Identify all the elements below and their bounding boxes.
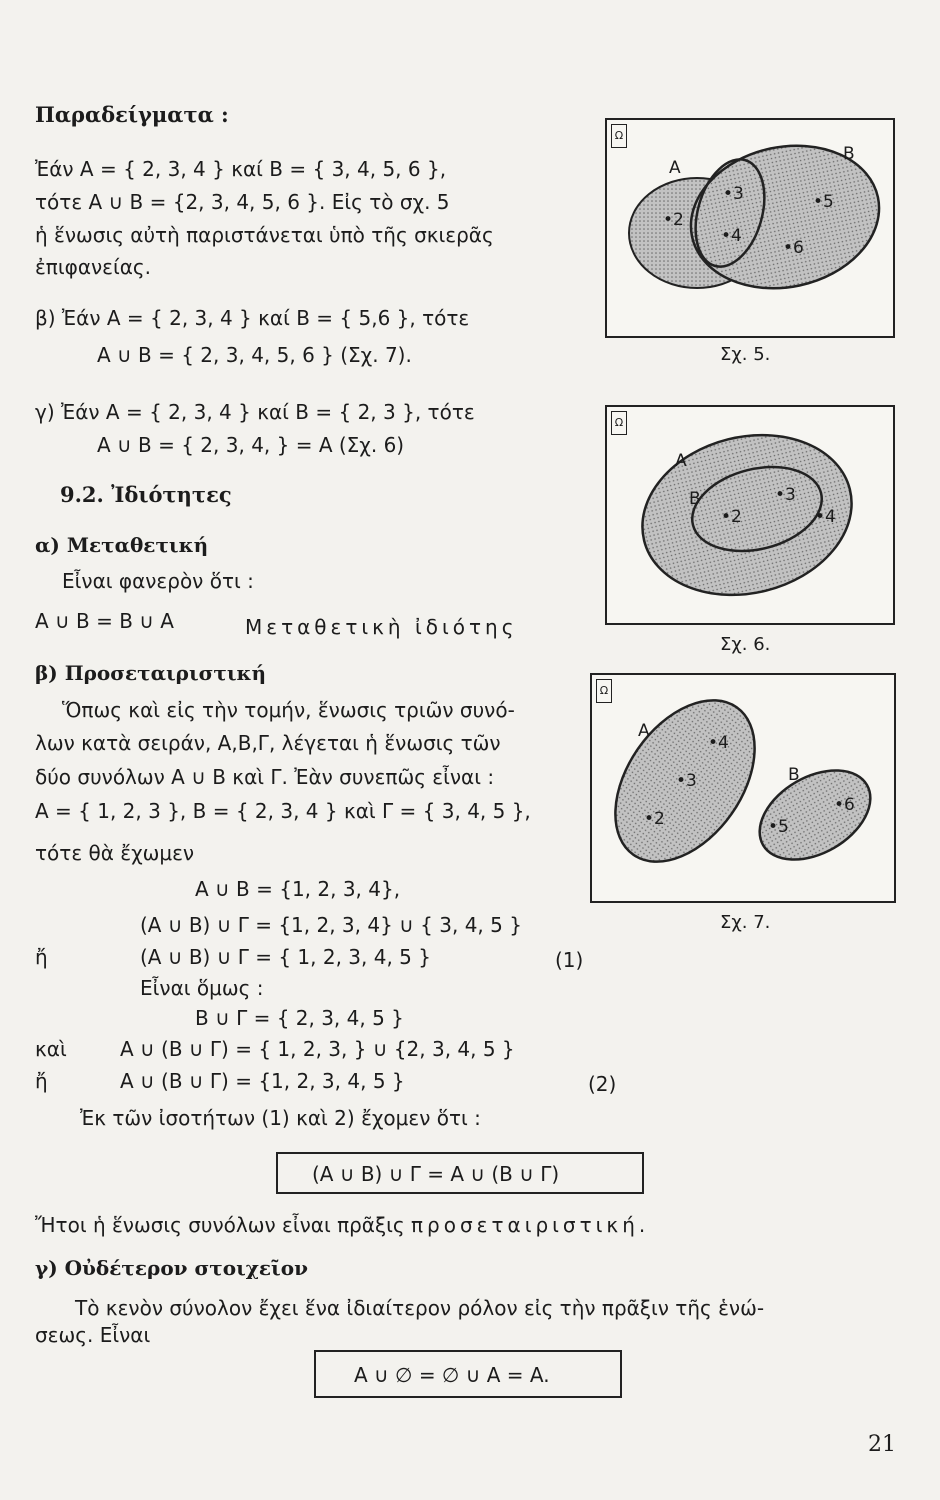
commutative-name: Μεταθετικὴ ἰδιότης xyxy=(245,615,518,639)
associative-summary-prefix: Ἤτοι ἡ ἕνωσις συνόλων εἶναι πρᾶξις xyxy=(35,1213,405,1237)
fig6-element-2: •2 xyxy=(721,507,742,527)
associative-eq6: A ∪ (B ∪ Γ) = {1, 2, 3, 4, 5 } xyxy=(120,1069,405,1093)
fig7-element-3: •3 xyxy=(676,771,697,791)
associative-eq6-prefix: ἤ xyxy=(35,1069,48,1093)
examples-heading: Παραδείγματα : xyxy=(35,102,229,127)
associative-eq3-tag: (1) xyxy=(555,948,584,972)
associative-eq4: B ∪ Γ = { 2, 3, 4, 5 } xyxy=(195,1006,404,1030)
venn-diagram-7 xyxy=(592,675,894,901)
associative-boxed-text: (A ∪ B) ∪ Γ = A ∪ (B ∪ Γ) xyxy=(312,1162,560,1186)
fig5-caption: Σχ. 5. xyxy=(720,344,771,365)
neutral-line1: Τὸ κενὸν σύνολον ἔχει ἕνα ἰδιαίτερον ρόλον εἰς τὴν πρᾶξιν τῆς ἑνώ- xyxy=(75,1296,765,1320)
neutral-boxed-formula xyxy=(314,1350,622,1398)
example-c-line2: A ∪ B = { 2, 3, 4, } = A (Σχ. 6) xyxy=(97,433,405,457)
example-c-line1: γ) Ἐάν A = { 2, 3, 4 } καί B = { 2, 3 }, τότε xyxy=(35,400,475,424)
fig7-element-2: •2 xyxy=(644,809,665,829)
universe-omega-icon: Ω xyxy=(611,124,627,148)
associative-line2: λων κατὰ σειράν, A,B,Γ, λέγεται ἡ ἕνωσις τῶν xyxy=(35,731,501,755)
commutative-heading: α) Μεταθετική xyxy=(35,533,209,557)
associative-eq6-tag: (2) xyxy=(588,1072,617,1096)
fig5-element-2: •2 xyxy=(663,210,684,230)
associative-line1: Ὅπως καὶ εἰς τὴν τομήν, ἕνωσις τριῶν συνό- xyxy=(62,698,515,722)
fig5-label-b: B xyxy=(843,144,855,164)
fig5-label-a: A xyxy=(669,158,681,178)
section-title: 9.2. Ἰδιότητες xyxy=(60,482,232,507)
associative-eq5-prefix: καὶ xyxy=(35,1037,67,1061)
associative-heading: β) Προσεταιριστική xyxy=(35,661,267,685)
example-b-line2: A ∪ B = { 2, 3, 4, 5, 6 } (Σχ. 7). xyxy=(97,343,412,367)
fig5-element-4: •4 xyxy=(721,226,742,246)
example-a-line4: ἐπιφανείας. xyxy=(35,255,152,279)
example-a-line2: τότε A ∪ B = {2, 3, 4, 5, 6 }. Εἰς τὸ σχ. 5 xyxy=(35,190,450,214)
fig6-label-a: A xyxy=(675,451,687,471)
example-a-line1: Ἐάν A = { 2, 3, 4 } καί B = { 3, 4, 5, 6 }, xyxy=(35,157,447,181)
associative-eq2: (A ∪ B) ∪ Γ = {1, 2, 3, 4} ∪ { 3, 4, 5 } xyxy=(140,913,522,937)
fig6-element-4: •4 xyxy=(815,507,836,527)
example-a-line3: ἡ ἕνωσις αὐτὴ παριστάνεται ὑπὸ τῆς σκιερᾶς xyxy=(35,223,494,247)
neutral-line2: σεως. Εἶναι xyxy=(35,1323,151,1347)
fig7-label-b: B xyxy=(788,765,800,785)
fig7-element-5: •5 xyxy=(768,817,789,837)
associative-summary xyxy=(35,1212,649,1238)
associative-line3: δύο συνόλων A ∪ B καὶ Γ. Ἐὰν συνεπῶς εἶναι : xyxy=(35,765,495,789)
example-b-line1: β) Ἐάν A = { 2, 3, 4 } καί B = { 5,6 }, τότε xyxy=(35,306,470,330)
fig6-element-3: •3 xyxy=(775,485,796,505)
universe-omega-icon: Ω xyxy=(596,679,612,703)
figure-7 xyxy=(590,673,896,903)
associative-conclusion: Ἐκ τῶν ἰσοτήτων (1) καὶ 2) ἔχομεν ὅτι : xyxy=(80,1106,481,1130)
set-b-ellipse xyxy=(744,752,886,878)
fig7-element-6: •6 xyxy=(834,795,855,815)
venn-diagram-6 xyxy=(607,407,893,623)
associative-eq3-prefix: ἤ xyxy=(35,945,48,969)
fig7-label-a: A xyxy=(638,721,650,741)
figure-5 xyxy=(605,118,895,338)
fig5-element-6: •6 xyxy=(783,238,804,258)
commutative-formula: A ∪ B = B ∪ A xyxy=(35,609,174,633)
associative-boxed-formula xyxy=(276,1152,644,1194)
universe-omega-icon: Ω xyxy=(611,411,627,435)
associative-eq1: A ∪ B = {1, 2, 3, 4}, xyxy=(195,877,401,901)
neutral-boxed-text: A ∪ ∅ = ∅ ∪ A = A. xyxy=(354,1363,550,1387)
associative-eq5: A ∪ (B ∪ Γ) = { 1, 2, 3, } ∪ {2, 3, 4, 5 } xyxy=(120,1037,515,1061)
figure-6 xyxy=(605,405,895,625)
commutative-intro: Εἶναι φανερὸν ὅτι : xyxy=(62,569,254,593)
fig7-caption: Σχ. 7. xyxy=(720,912,771,933)
neutral-heading: γ) Οὐδέτερον στοιχεῖον xyxy=(35,1256,308,1280)
fig6-caption: Σχ. 6. xyxy=(720,634,771,655)
associative-line5: τότε θὰ ἔχωμεν xyxy=(35,841,195,865)
associative-eq3: (A ∪ B) ∪ Γ = { 1, 2, 3, 4, 5 } xyxy=(140,945,431,969)
fig6-label-b: B xyxy=(689,489,701,509)
fig5-element-3: •3 xyxy=(723,184,744,204)
associative-summary-word: προσεταιριστική. xyxy=(411,1213,650,1237)
fig5-element-5: •5 xyxy=(813,192,834,212)
associative-but: Εἶναι ὅμως : xyxy=(140,976,264,1000)
associative-line4: A = { 1, 2, 3 }, B = { 2, 3, 4 } καὶ Γ = { 3, 4, 5 }, xyxy=(35,799,531,823)
fig7-element-4: •4 xyxy=(708,733,729,753)
page-number: 21 xyxy=(868,1432,896,1457)
